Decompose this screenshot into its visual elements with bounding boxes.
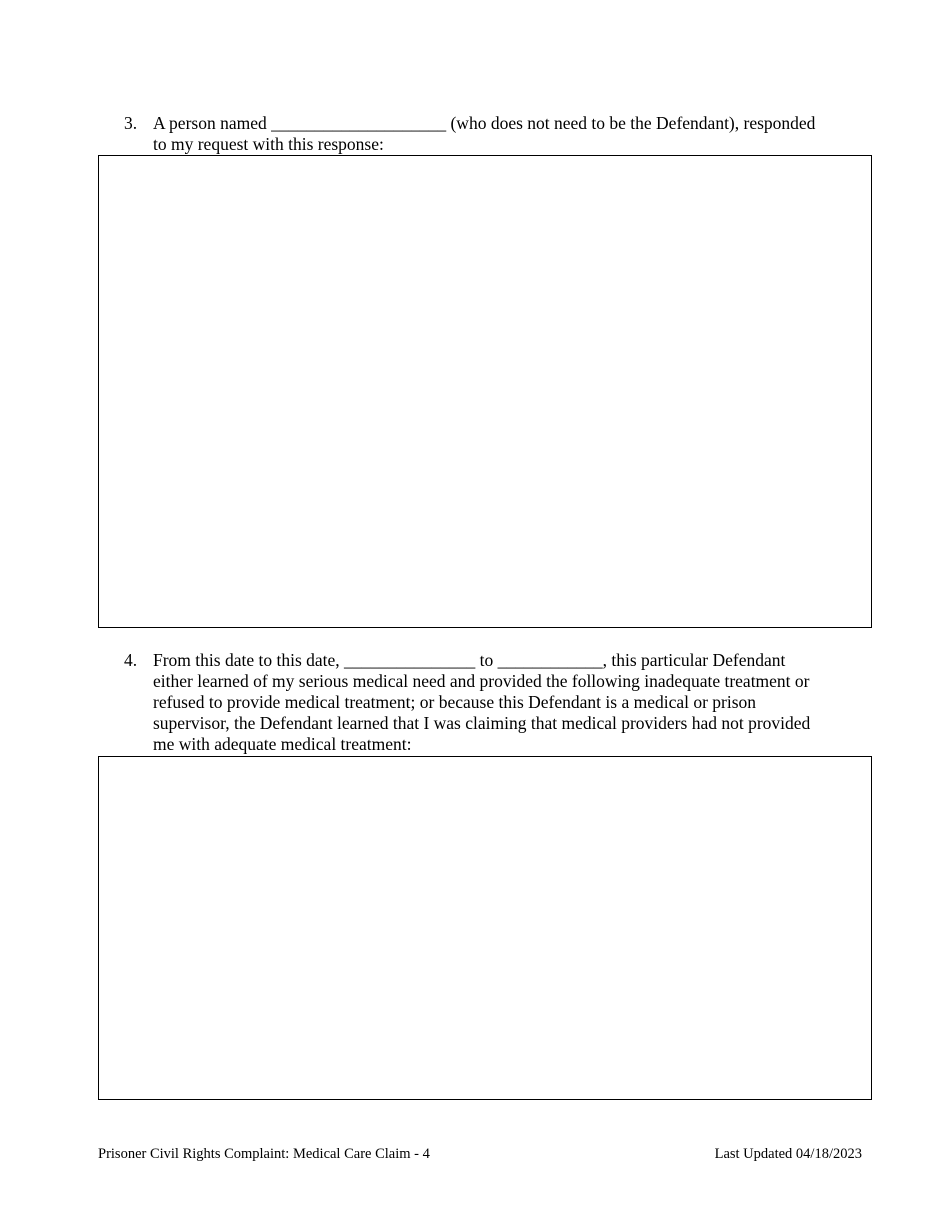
question-4-line-4: supervisor, the Defendant learned that I was claiming that medical providers had not provided	[153, 713, 811, 733]
question-4-line-2: either learned of my serious medical need and provided the following inadequate treatment or	[153, 671, 810, 691]
footer-last-updated: Last Updated 04/18/2023	[714, 1146, 862, 1162]
question-4-line-3: refused to provide medical treatment; or because this Defendant is a medical or prison	[153, 692, 757, 712]
question-4	[124, 650, 874, 755]
question-3-text	[153, 113, 874, 155]
footer-document-title: Prisoner Civil Rights Complaint: Medical Care Claim - 4	[98, 1146, 430, 1162]
question-3	[124, 113, 874, 155]
question-4-line-1: From this date to this date, _______________ to ____________, this particular Defendant	[153, 650, 786, 670]
question-4-text	[153, 650, 874, 755]
question-4-number: 4.	[124, 650, 138, 670]
question-3-number: 3.	[124, 113, 138, 133]
question-4-answer-box[interactable]	[98, 756, 872, 1100]
question-3-line-2: to my request with this response:	[153, 134, 384, 154]
question-3-answer-box[interactable]	[98, 155, 872, 628]
question-4-line-5: me with adequate medical treatment:	[153, 734, 412, 754]
question-3-line-1: A person named ____________________ (who does not need to be the Defendant), responded	[153, 113, 816, 133]
